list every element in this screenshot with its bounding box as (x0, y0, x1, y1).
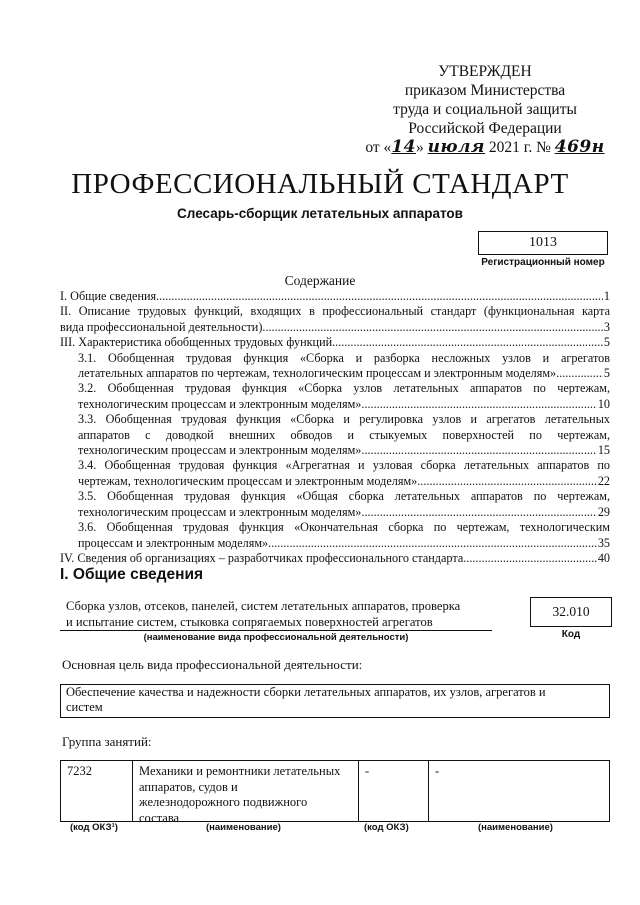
toc-entry-36-line1: 3.6. Обобщенная трудовая функция «Окончательная сборка по чертежам, технологическим (78, 520, 610, 535)
toc-entry-33-line1: 3.3. Обобщенная трудовая функция «Сборка и регулировка узлов и агрегатов летательных (78, 412, 610, 427)
toc-entry-33-line3: технологическим процессам и электронным моделям» ..... 15 (60, 443, 610, 458)
toc-heading: Содержание (284, 273, 356, 288)
toc-entry-iv: IV. Сведения об организациях – разработчиках профессионального стандарта ..... 40 (60, 551, 610, 566)
group-code2-cell: - (359, 761, 429, 821)
approval-date-line (360, 138, 610, 157)
toc-entry-34-line2: чертежам, технологическим процессам и электронным моделям» ..... 22 (60, 474, 610, 489)
toc-entry-iii: III. Характеристика обобщенных трудовых функций ..... 5 (60, 335, 610, 350)
group-name2-cell: - (435, 764, 440, 778)
section-general-heading: I. Общие сведения (60, 566, 204, 583)
approval-title: УТВЕРЖДЕН (438, 63, 532, 80)
toc-entry-31-line1: 3.1. Обобщенная трудовая функция «Сборка и разборка несложных узлов и агрегатов (78, 350, 610, 365)
toc-entry-35-line2: технологическим процессам и электронным моделям» ..... 29 (60, 505, 610, 520)
date-mid: » (415, 139, 428, 156)
toc-entry-32-line2: технологическим процессам и электронным моделям» ..... 10 (60, 397, 610, 412)
activity-kind-underline (60, 630, 492, 631)
activity-code-label: Код (561, 629, 581, 640)
date-year: 2021 г. № (484, 139, 555, 156)
approval-line-2: приказом Министерства (404, 82, 566, 99)
registration-number-box: 1013 (478, 231, 608, 255)
toc-entry-ii-line1: II. Описание трудовых функций, входящих в профессиональный стандарт (функциональная карта (60, 304, 610, 319)
caption-name-2: (наименование) (478, 822, 553, 833)
table-of-contents (60, 289, 610, 566)
activity-kind-caption: (наименование вида профессиональной деятельности) (143, 632, 409, 643)
approval-line-4: Российской Федерации (408, 120, 562, 137)
caption-okz-code-2: (код ОКЗ) (364, 822, 409, 833)
toc-entry-i: I. Общие сведения ..... 1 (60, 289, 610, 304)
goal-heading: Основная цель вида профессиональной деятельности: (62, 657, 363, 672)
date-prefix: от « (365, 139, 392, 156)
approval-line-3: труда и социальной защиты (393, 101, 577, 118)
toc-entry-ii-line2: вида профессиональной деятельности) ..... 3 (60, 320, 610, 335)
date-day: 14 (391, 137, 416, 157)
standard-title: ПРОФЕССИОНАЛЬНЫЙ СТАНДАРТ (71, 168, 569, 200)
toc-entry-31-line2: летательных аппаратов по чертежам, технологическим процессам и электронным моделям» ..... 5 (60, 366, 610, 381)
toc-entry-34-line1: 3.4. Обобщенная трудовая функция «Агрегатная и узловая сборка летательных аппаратов по (78, 458, 610, 473)
activity-kind-name: Сборка узлов, отсеков, панелей, систем летательных аппаратов, проверка и испытание систем, стыковка сопрягаемых поверхностей агрегатов (66, 599, 461, 629)
toc-entry-33-line2: аппаратов с доводкой внешних обводов и стыкуемых поверхностей по чертежам, (78, 427, 610, 442)
date-month: июля (427, 137, 485, 157)
standard-subtitle: Слесарь-сборщик летательных аппаратов (177, 206, 463, 221)
toc-entry-36-line2: процессам и электронным моделям» ..... 35 (60, 536, 610, 551)
group-name-cell: Механики и ремонтники летательных аппаратов, судов и железнодорожного подвижного состава (133, 761, 359, 821)
caption-okz-code: (код ОКЗ¹) (70, 822, 118, 833)
activity-code-box: 32.010 (530, 597, 612, 627)
toc-entry-35-line1: 3.5. Обобщенная трудовая функция «Общая сборка летательных аппаратов по чертежам, (78, 489, 610, 504)
order-number: 469н (554, 137, 605, 157)
occupation-group-heading: Группа занятий: (62, 734, 152, 749)
approval-block (360, 62, 610, 157)
registration-number-label: Регистрационный номер (481, 257, 605, 268)
occupation-group-table (60, 760, 610, 825)
goal-text: Обеспечение качества и надежности сборки летательных аппаратов, их узлов, агрегатов и систем (66, 685, 546, 715)
caption-name: (наименование) (206, 822, 281, 833)
toc-entry-32-line1: 3.2. Обобщенная трудовая функция «Сборка узлов летательных аппаратов по чертежам, (78, 381, 610, 396)
group-code-cell: 7232 (61, 761, 133, 821)
